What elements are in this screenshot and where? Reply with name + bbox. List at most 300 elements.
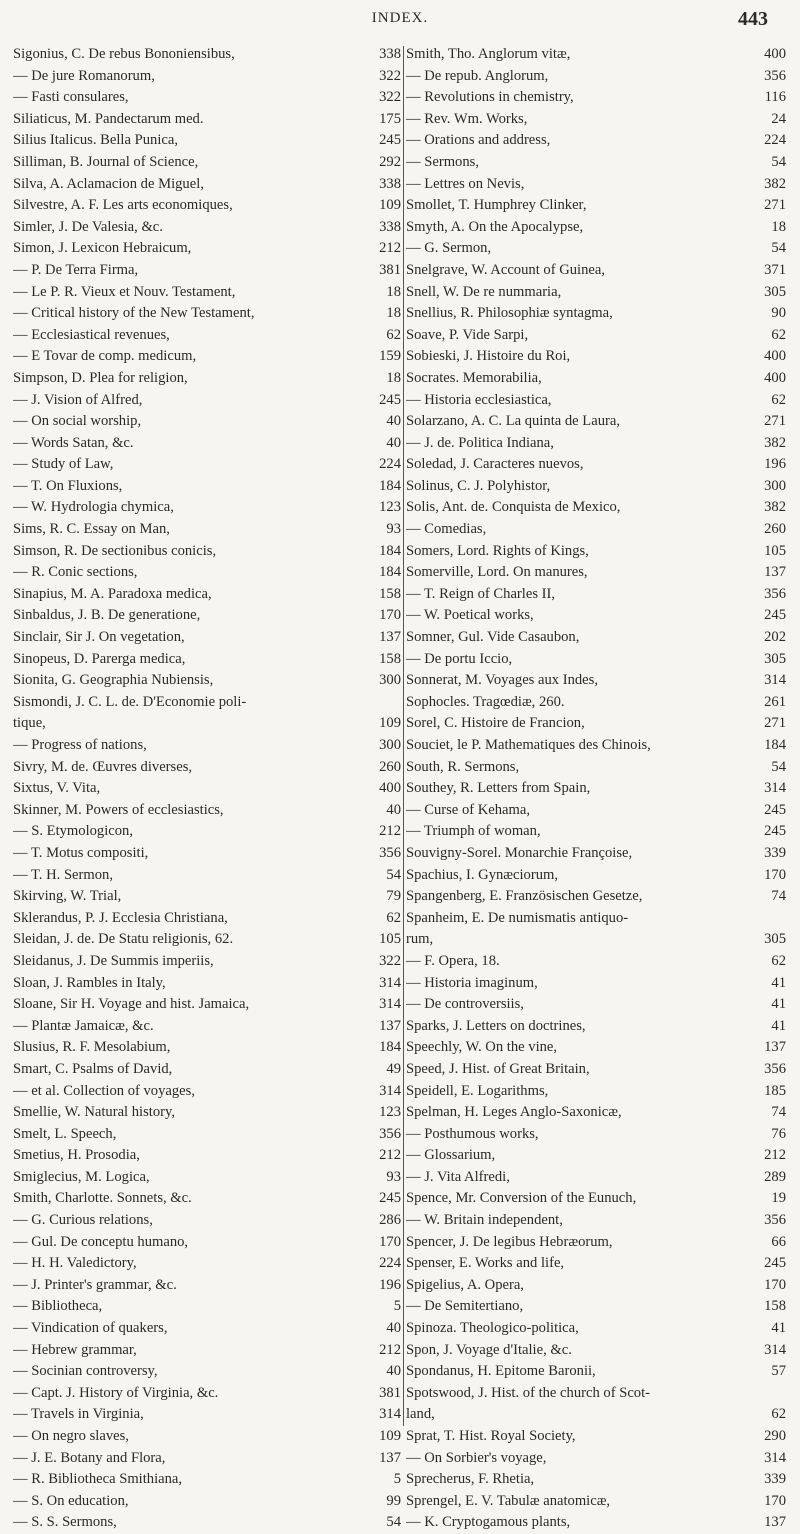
entry-page: 18 (771, 218, 786, 235)
index-entry (406, 562, 786, 584)
entry-text: Somner, Gul. Vide Casaubon, (406, 629, 580, 646)
entry-page: 54 (771, 758, 786, 775)
entry-page: 57 (771, 1363, 786, 1380)
entry-page: 382 (764, 434, 786, 451)
index-entry (13, 1491, 401, 1513)
entry-page: 137 (379, 629, 401, 646)
entry-text: Silius Italicus. Bella Punica, (13, 132, 178, 149)
index-entry (13, 1340, 401, 1362)
entry-page: 18 (386, 305, 401, 322)
index-entry (13, 821, 401, 843)
entry-page: 261 (764, 693, 786, 710)
entry-text: — Historia ecclesiastica, (406, 391, 552, 408)
entry-text: — W. Hydrologia chymica, (13, 499, 174, 516)
entry-text: — K. Cryptogamous plants, (406, 1514, 571, 1531)
page-number: 443 (738, 8, 768, 30)
entry-text: South, R. Sermons, (406, 758, 520, 775)
entry-page: 184 (379, 477, 401, 494)
entry-page: 314 (379, 996, 401, 1013)
index-entry (13, 757, 401, 779)
entry-page: 24 (771, 110, 786, 127)
entry-page: 109 (379, 1428, 401, 1444)
entry-page: 170 (379, 1233, 401, 1250)
index-entry (406, 627, 786, 649)
entry-page: 245 (379, 1190, 401, 1207)
index-entry (13, 390, 401, 412)
entry-text: Sigonius, C. De rebus Bononiensibus, (13, 46, 235, 62)
entry-page: 245 (379, 132, 401, 149)
index-entry (13, 541, 401, 563)
entry-text: — W. Poetical works, (406, 607, 534, 624)
index-entry (13, 1404, 401, 1426)
entry-text: Spenser, E. Works and life, (406, 1255, 565, 1272)
index-entry (406, 541, 786, 563)
index-entry (406, 908, 786, 930)
entry-page: 300 (764, 477, 786, 494)
entry-page: 41 (771, 1017, 786, 1034)
entry-text: Sinopeus, D. Parerga medica, (13, 650, 186, 667)
entry-text: — De portu Iccio, (406, 650, 513, 667)
entry-page: 382 (764, 175, 786, 192)
entry-text: Somerville, Lord. On manures, (406, 564, 588, 581)
entry-text: — Revolutions in chemistry, (406, 89, 574, 106)
index-entry (13, 865, 401, 887)
entry-text: — De controversiis, (406, 996, 524, 1013)
entry-page: 400 (379, 780, 401, 797)
index-entry (13, 325, 401, 347)
entry-text: Sixtus, V. Vita, (13, 780, 101, 797)
entry-text: — Ecclesiastical revenues, (13, 326, 170, 343)
index-entry (13, 692, 401, 714)
entry-page: 40 (386, 413, 401, 430)
entry-text: Sims, R. C. Essay on Man, (13, 521, 170, 538)
entry-page: 54 (771, 153, 786, 170)
index-entry (406, 1145, 786, 1167)
entry-text: — Progress of nations, (13, 737, 147, 753)
entry-text: — Glossarium, (406, 1147, 496, 1164)
entry-page: 40 (386, 434, 401, 451)
index-entry (406, 44, 786, 66)
entry-text: Sklerandus, P. J. Ecclesia Christiana, (13, 909, 228, 926)
entry-page: 271 (764, 413, 786, 430)
entry-page: 158 (764, 1298, 786, 1315)
entry-page: 62 (386, 326, 401, 343)
index-entry (406, 1404, 786, 1426)
index-entry (13, 735, 401, 757)
entry-text: — T. H. Sermon, (13, 866, 113, 883)
index-entry (13, 1383, 401, 1405)
entry-page: 99 (386, 1492, 401, 1509)
entry-text: Spanheim, E. De numismatis antiquo- (406, 909, 629, 926)
entry-page: 184 (379, 542, 401, 559)
entry-page: 18 (386, 369, 401, 386)
entry-text: Smyth, A. On the Apocalypse, (406, 218, 584, 235)
index-entry (13, 1210, 401, 1232)
entry-text: rum, (406, 931, 434, 948)
entry-page: 184 (764, 737, 786, 753)
entry-text: Souvigny-Sorel. Monarchie Françoise, (406, 844, 633, 861)
entry-page: 356 (379, 1125, 401, 1142)
entry-text: — Orations and address, (406, 132, 551, 149)
entry-page: 339 (764, 1471, 786, 1488)
index-entry (13, 1102, 401, 1124)
entry-text: Speed, J. Hist. of Great Britain, (406, 1060, 590, 1077)
entry-text: — Fasti consulares, (13, 89, 129, 106)
index-entry (13, 627, 401, 649)
index-entry (406, 497, 786, 519)
running-title: INDEX. (371, 10, 429, 26)
index-entry (13, 1124, 401, 1146)
entry-text: — Comedias, (406, 521, 487, 538)
entry-text: Sprat, T. Hist. Royal Society, (406, 1428, 576, 1444)
index-entry (13, 1232, 401, 1254)
index-entry (13, 1361, 401, 1383)
index-entry (13, 886, 401, 908)
entry-page: 212 (379, 240, 401, 257)
index-entry (406, 1512, 786, 1534)
entry-page: 224 (764, 132, 786, 149)
entry-text: — G. Curious relations, (13, 1212, 153, 1229)
index-entry (406, 670, 786, 692)
entry-text: Simpson, D. Plea for religion, (13, 369, 188, 386)
column-divider (403, 46, 404, 1426)
entry-page: 260 (764, 521, 786, 538)
entry-page: 93 (386, 521, 401, 538)
index-entry (406, 778, 786, 800)
entry-page: 245 (764, 823, 786, 840)
index-entry (13, 109, 401, 131)
index-entry (406, 1275, 786, 1297)
entry-text: — Words Satan, &c. (13, 434, 134, 451)
index-entry (406, 1340, 786, 1362)
entry-text: Silvestre, A. F. Les arts economiques, (13, 197, 233, 214)
entry-text: tique, (13, 715, 46, 732)
index-entry (406, 1253, 786, 1275)
index-entry (13, 994, 401, 1016)
entry-text: Soledad, J. Caracteres nuevos, (406, 456, 584, 473)
entry-page: 212 (764, 1147, 786, 1164)
index-entry (406, 195, 786, 217)
index-entry (406, 605, 786, 627)
index-entry (406, 217, 786, 239)
entry-text: Simon, J. Lexicon Hebraicum, (13, 240, 192, 257)
entry-page: 314 (379, 1082, 401, 1099)
entry-text: Smelt, L. Speech, (13, 1125, 117, 1142)
entry-page: 289 (764, 1168, 786, 1185)
index-entry (406, 260, 786, 282)
entry-page: 41 (771, 1320, 786, 1337)
index-entry (406, 1081, 786, 1103)
entry-page: 158 (379, 585, 401, 602)
index-entry (13, 1059, 401, 1081)
entry-text: Socrates. Memorabilia, (406, 369, 542, 386)
index-entry (13, 497, 401, 519)
entry-text: — P. De Terra Firma, (13, 261, 139, 278)
entry-text: Sivry, M. de. Œuvres diverses, (13, 758, 193, 775)
index-entry (13, 1081, 401, 1103)
entry-text: Sleidan, J. de. De Statu religionis, 62. (13, 931, 234, 948)
index-entry (406, 951, 786, 973)
index-entry (406, 390, 786, 412)
entry-page: 66 (771, 1233, 786, 1250)
entry-page: 356 (764, 585, 786, 602)
index-entry (406, 1210, 786, 1232)
index-entry (13, 973, 401, 995)
entry-page: 54 (386, 866, 401, 883)
page-header (0, 8, 800, 38)
index-entry (406, 1188, 786, 1210)
entry-text: — De repub. Anglorum, (406, 67, 549, 84)
entry-text: Skirving, W. Trial, (13, 888, 122, 905)
entry-text: — Posthumous works, (406, 1125, 539, 1142)
entry-page: 292 (379, 153, 401, 170)
entry-page: 18 (386, 283, 401, 300)
entry-text: Speechly, W. On the vine, (406, 1039, 558, 1056)
entry-text: Solarzano, A. C. La quinta de Laura, (406, 413, 620, 430)
entry-page: 93 (386, 1168, 401, 1185)
entry-text: — G. Sermon, (406, 240, 492, 257)
entry-page: 212 (379, 1147, 401, 1164)
entry-text: Spachius, I. Gynæciorum, (406, 866, 559, 883)
entry-page: 224 (379, 456, 401, 473)
entry-text: — On social worship, (13, 413, 142, 430)
entry-text: — Vindication of quakers, (13, 1320, 168, 1337)
entry-text: Simson, R. De sectionibus conicis, (13, 542, 217, 559)
index-entry (13, 670, 401, 692)
entry-page: 381 (379, 261, 401, 278)
entry-page: 62 (386, 909, 401, 926)
entry-page: 170 (764, 1276, 786, 1293)
entry-text: — J. de. Politica Indiana, (406, 434, 554, 451)
index-entry (406, 1016, 786, 1038)
entry-text: Spinoza. Theologico-politica, (406, 1320, 579, 1337)
entry-page: 159 (379, 348, 401, 365)
entry-text: Sionita, G. Geographia Nubiensis, (13, 672, 214, 689)
entry-text: — E Tovar de comp. medicum, (13, 348, 197, 365)
index-entry (13, 908, 401, 930)
entry-page: 196 (379, 1276, 401, 1293)
entry-page: 137 (764, 1514, 786, 1531)
entry-page: 19 (771, 1190, 786, 1207)
index-entry (13, 346, 401, 368)
index-entry (406, 238, 786, 260)
entry-text: Smellie, W. Natural history, (13, 1104, 175, 1121)
index-entry (13, 1037, 401, 1059)
entry-text: Sprengel, E. V. Tabulæ anatomicæ, (406, 1492, 611, 1509)
entry-page: 314 (764, 1341, 786, 1358)
index-entry (13, 1426, 401, 1448)
entry-page: 76 (771, 1125, 786, 1142)
index-entry (13, 454, 401, 476)
entry-text: Sprecherus, F. Rhetia, (406, 1471, 535, 1488)
entry-text: — Bibliotheca, (13, 1298, 103, 1315)
entry-text: — Travels in Virginia, (13, 1406, 144, 1423)
index-entry (13, 1145, 401, 1167)
entry-page: 5 (393, 1298, 401, 1315)
index-entry (13, 303, 401, 325)
entry-text: — S. Etymologicon, (13, 823, 133, 840)
index-entry (13, 44, 401, 66)
entry-text: Soave, P. Vide Sarpi, (406, 326, 529, 343)
entry-text: — R. Bibliotheca Smithiana, (13, 1471, 183, 1488)
entry-page: 54 (386, 1514, 401, 1531)
entry-text: — F. Opera, 18. (406, 952, 500, 969)
entry-text: — Hebrew grammar, (13, 1341, 137, 1358)
index-entry (406, 282, 786, 304)
index-entry (406, 454, 786, 476)
index-entry (13, 476, 401, 498)
index-entry (406, 757, 786, 779)
index-entry (13, 130, 401, 152)
entry-page: 245 (764, 801, 786, 818)
index-entry (13, 1275, 401, 1297)
entry-page: 62 (771, 952, 786, 969)
entry-text: Spangenberg, E. Französischen Gesetze, (406, 888, 643, 905)
entry-page: 185 (764, 1082, 786, 1099)
entry-page: 175 (379, 110, 401, 127)
entry-text: — Capt. J. History of Virginia, &c. (13, 1384, 219, 1401)
entry-text: Spelman, H. Leges Anglo-Saxonicæ, (406, 1104, 622, 1121)
entry-page: 381 (379, 1384, 401, 1401)
entry-page: 300 (379, 737, 401, 753)
index-entry (406, 865, 786, 887)
entry-text: — On negro slaves, (13, 1428, 129, 1444)
entry-page: 170 (764, 866, 786, 883)
entry-page: 41 (771, 996, 786, 1013)
index-entry (406, 152, 786, 174)
index-entry (406, 973, 786, 995)
index-entry (406, 109, 786, 131)
index-entry (406, 87, 786, 109)
index-entry (406, 303, 786, 325)
entry-text: Sloane, Sir H. Voyage and hist. Jamaica, (13, 996, 250, 1013)
entry-page: 62 (771, 391, 786, 408)
entry-text: Snellius, R. Philosophiæ syntagma, (406, 305, 613, 322)
index-entry (13, 238, 401, 260)
entry-text: Smart, C. Psalms of David, (13, 1060, 173, 1077)
index-entry (13, 282, 401, 304)
index-entry (406, 368, 786, 390)
entry-text: Souciet, le P. Mathematiques des Chinois, (406, 737, 651, 753)
entry-page: 49 (386, 1060, 401, 1077)
entry-text: Spotswood, J. Hist. of the church of Scot- (406, 1384, 651, 1401)
entry-text: — T. Reign of Charles II, (406, 585, 556, 602)
entry-text: — Curse of Kehama, (406, 801, 531, 818)
entry-page: 271 (764, 715, 786, 732)
index-column-left (13, 44, 401, 1534)
entry-text: Simler, J. De Valesia, &c. (13, 218, 163, 235)
entry-page: 314 (764, 1449, 786, 1466)
entry-text: — S. On education, (13, 1492, 129, 1509)
entry-text: — et al. Collection of voyages, (13, 1082, 195, 1099)
entry-page: 400 (764, 369, 786, 386)
index-entry (406, 1059, 786, 1081)
index-entry (13, 217, 401, 239)
entry-page: 338 (379, 175, 401, 192)
entry-page: 338 (379, 218, 401, 235)
index-entry (13, 1512, 401, 1534)
index-entry (13, 433, 401, 455)
entry-page: 314 (764, 672, 786, 689)
index-entry (406, 433, 786, 455)
entry-text: — H. H. Valedictory, (13, 1255, 137, 1272)
entry-page: 40 (386, 1320, 401, 1337)
index-entry (13, 562, 401, 584)
entry-page: 224 (379, 1255, 401, 1272)
entry-text: — De jure Romanorum, (13, 67, 155, 84)
index-entry (406, 174, 786, 196)
index-entry (13, 649, 401, 671)
entry-text: Somers, Lord. Rights of Kings, (406, 542, 589, 559)
entry-page: 245 (764, 1255, 786, 1272)
entry-text: Snell, W. De re nummaria, (406, 283, 562, 300)
entry-page: 356 (764, 1060, 786, 1077)
index-entry (13, 87, 401, 109)
index-entry (406, 66, 786, 88)
entry-page: 212 (379, 823, 401, 840)
entry-page: 170 (379, 607, 401, 624)
index-entry (406, 1167, 786, 1189)
index-entry (406, 1296, 786, 1318)
index-entry (13, 1296, 401, 1318)
entry-page: 305 (764, 283, 786, 300)
entry-page: 338 (379, 46, 401, 62)
index-entry (406, 1318, 786, 1340)
entry-page: 322 (379, 67, 401, 84)
index-entry (13, 368, 401, 390)
index-entry (406, 519, 786, 541)
entry-text: Spencer, J. De legibus Hebræorum, (406, 1233, 613, 1250)
index-entry (406, 1124, 786, 1146)
index-entry (406, 1383, 786, 1405)
index-entry (13, 1167, 401, 1189)
index-entry (406, 1361, 786, 1383)
entry-text: Sorel, C. Histoire de Francion, (406, 715, 585, 732)
index-entry (406, 994, 786, 1016)
index-entry (406, 584, 786, 606)
entry-page: 286 (379, 1212, 401, 1229)
entry-page: 382 (764, 499, 786, 516)
index-entry (406, 886, 786, 908)
entry-text: Sinbaldus, J. B. De generatione, (13, 607, 201, 624)
entry-text: Solinus, C. J. Polyhistor, (406, 477, 551, 494)
entry-page: 158 (379, 650, 401, 667)
index-entry (13, 951, 401, 973)
index-entry (13, 1188, 401, 1210)
entry-page: 109 (379, 715, 401, 732)
entry-text: Smollet, T. Humphrey Clinker, (406, 197, 587, 214)
entry-text: — J. E. Botany and Flora, (13, 1449, 166, 1466)
entry-text: — Lettres on Nevis, (406, 175, 525, 192)
entry-text: — De Semitertiano, (406, 1298, 524, 1315)
entry-text: — Study of Law, (13, 456, 114, 473)
entry-page: 196 (764, 456, 786, 473)
entry-page: 400 (764, 348, 786, 365)
index-entry (406, 346, 786, 368)
entry-text: Speidell, E. Logarithms, (406, 1082, 549, 1099)
entry-text: Smith, Tho. Anglorum vitæ, (406, 46, 571, 62)
entry-text: Sinapius, M. A. Paradoxa medica, (13, 585, 212, 602)
entry-page: 90 (771, 305, 786, 322)
entry-text: — J. Vita Alfredi, (406, 1168, 510, 1185)
entry-text: — T. Motus compositi, (13, 844, 149, 861)
entry-page: 62 (771, 326, 786, 343)
entry-page: 245 (379, 391, 401, 408)
index-entry (406, 692, 786, 714)
entry-text: Spence, Mr. Conversion of the Eunuch, (406, 1190, 637, 1207)
entry-text: Siliaticus, M. Pandectarum med. (13, 110, 204, 127)
entry-page: 54 (771, 240, 786, 257)
